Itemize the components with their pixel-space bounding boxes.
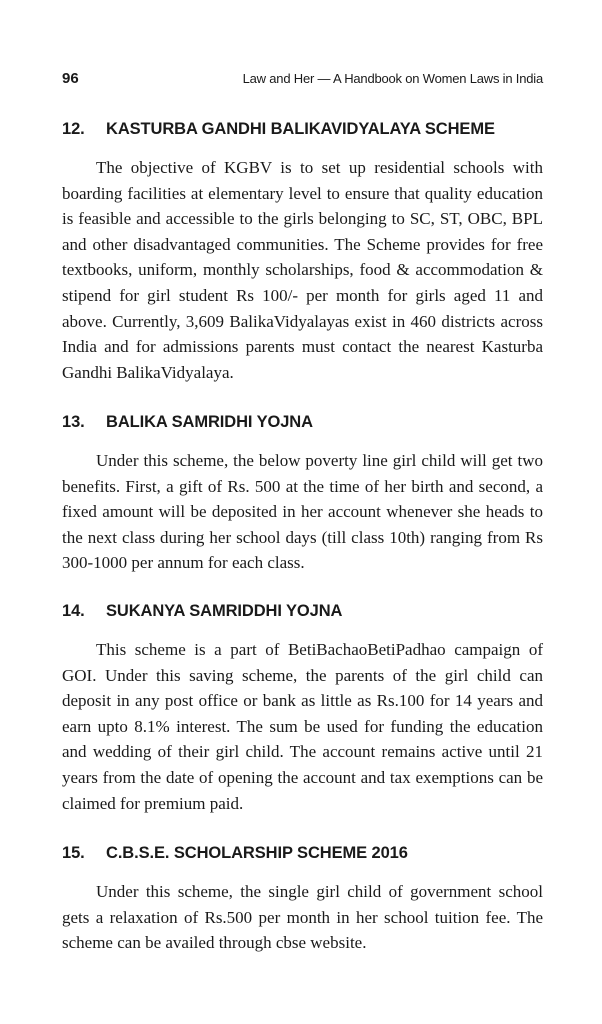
section-title: C.B.S.E. SCHOLARSHIP SCHEME 2016 xyxy=(106,844,408,862)
section-paragraph: Under this scheme, the below poverty line girl child will get two benefits. First, a gift of Rs. 500 at the time of her birth and second, a fixed amount will be deposited in her account whenever she heads to the next class during her school days (till class 10th) ranging from Rs 300-1000 per annum for each class. xyxy=(62,451,543,573)
section-heading xyxy=(62,600,543,622)
running-header xyxy=(62,70,543,90)
section-paragraph: Under this scheme, the single girl child of government school gets a relaxation of Rs.500 per month in her school tuition fee. The scheme can be availed through cbse website. xyxy=(62,882,543,953)
section-15 xyxy=(62,842,543,956)
section-heading xyxy=(62,842,543,864)
section-14 xyxy=(62,600,543,816)
section-paragraph: The objective of KGBV is to set up residential schools with boarding facilities at elementary level to ensure that quality education is feasible and accessible to the girls belonging to SC, ST, OBC, BPL and other disadvantaged communities. The Scheme provides for free textbooks, uniform, monthly scholarships, food & accommodation & stipend for girl student Rs 100/- per month for girls aged 11 and above. Currently, 3,609 BalikaVidyalayas exist in 460 districts across India and for admissions parents must contact the nearest Kasturba Gandhi BalikaVidyalaya. xyxy=(62,158,543,382)
section-paragraph: This scheme is a part of BetiBachaoBetiPadhao campaign of GOI. Under this saving scheme, the parents of the girl child can deposit in any post office or bank as little as Rs.100 for 14 years and earn upto 8.1% interest. The sum be used for funding the education and wedding of their girl child. The account remains active until 21 years from the date of opening the account and tax exemptions can be claimed for premium paid. xyxy=(62,640,543,813)
section-heading xyxy=(62,118,543,140)
section-number: 15. xyxy=(62,844,85,862)
page-number: 96 xyxy=(62,70,79,87)
section-number: 14. xyxy=(62,602,85,620)
section-title: BALIKA SAMRIDHI YOJNA xyxy=(106,413,313,431)
section-12 xyxy=(62,118,543,385)
section-title: SUKANYA SAMRIDDHI YOJNA xyxy=(106,602,343,620)
section-number: 12. xyxy=(62,120,85,138)
section-title: KASTURBA GANDHI BALIKAVIDYALAYA SCHEME xyxy=(106,120,495,138)
section-number: 13. xyxy=(62,413,85,431)
section-heading xyxy=(62,411,543,433)
book-title: Law and Her — A Handbook on Women Laws in India xyxy=(242,71,543,86)
section-13 xyxy=(62,411,543,576)
